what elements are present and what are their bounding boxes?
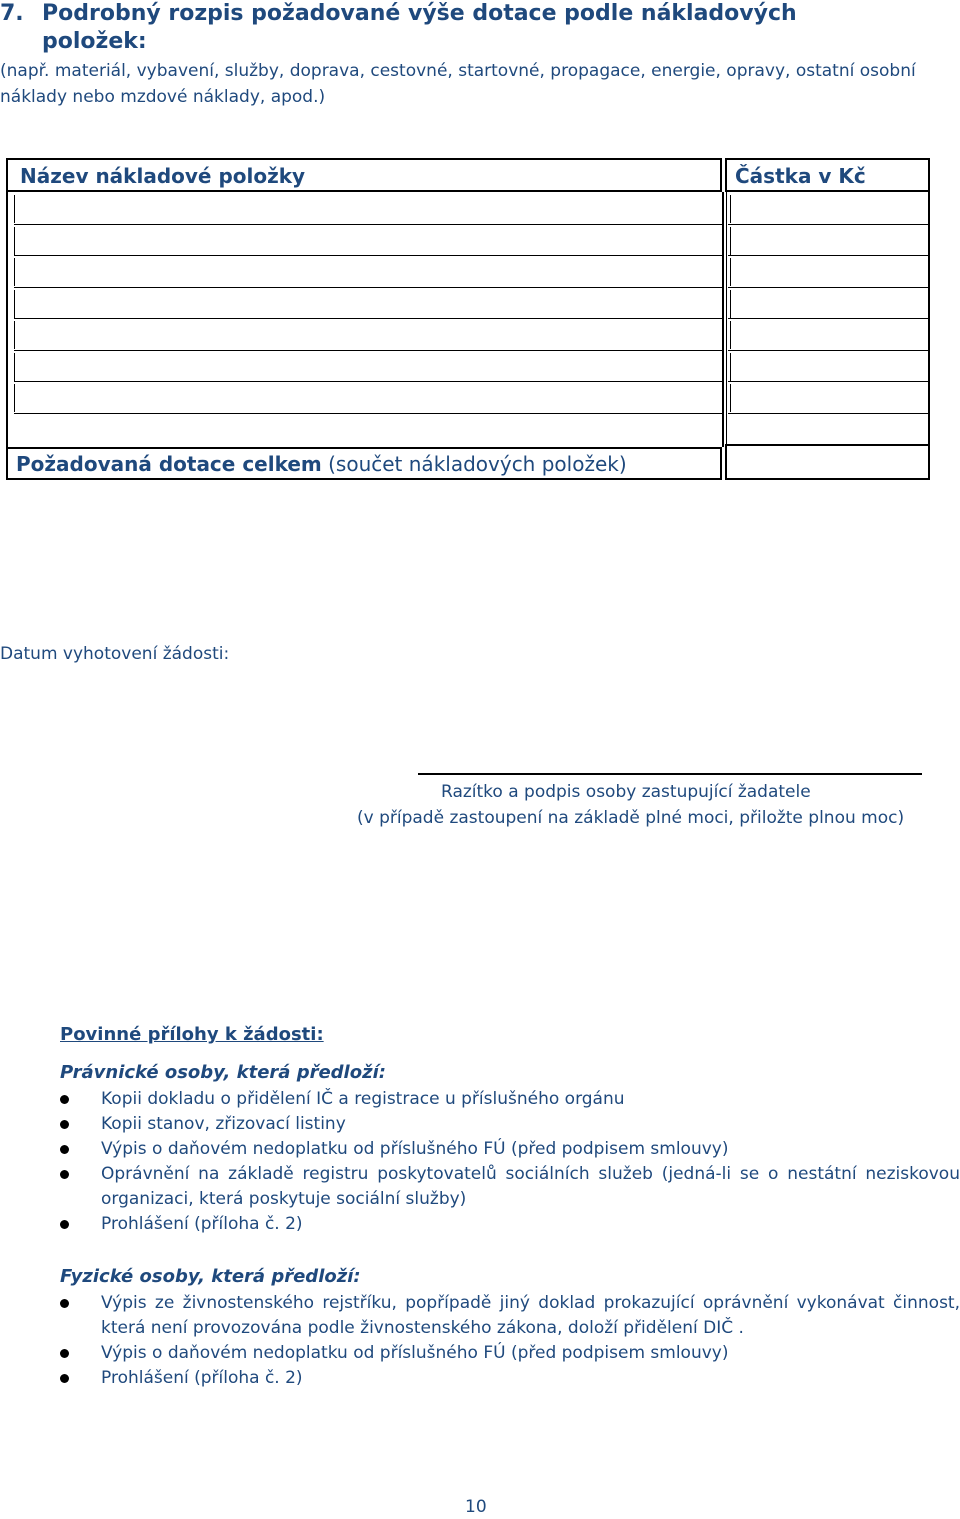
signature-label: Razítko a podpis osoby zastupující žadatele — [441, 782, 811, 802]
table-cell-edge — [730, 384, 731, 412]
page-number: 10 — [465, 1497, 487, 1517]
table-cell-edge — [730, 290, 731, 318]
total-label — [16, 452, 627, 476]
table-cell-edge — [730, 321, 731, 349]
bullet-icon — [60, 1374, 69, 1383]
table-row-line — [728, 381, 928, 382]
list-item-text: Výpis o daňovém nedoplatku od příslušného FÚ (před podpisem smlouvy) — [101, 1343, 729, 1363]
table-row-line — [14, 318, 722, 319]
legal-entities-heading: Právnické osoby, která předloží: — [60, 1062, 386, 1083]
bullet-icon — [60, 1170, 69, 1179]
table-row-line — [728, 318, 928, 319]
table-cell-edge — [14, 290, 15, 318]
total-label-bold: Požadovaná dotace celkem — [16, 452, 322, 476]
section-heading — [0, 0, 900, 54]
table-row-line — [728, 350, 928, 351]
table-cell-edge — [14, 195, 15, 223]
table-row-line — [14, 413, 722, 414]
bullet-icon — [60, 1095, 69, 1104]
bullet-icon — [60, 1299, 69, 1308]
bullet-icon — [60, 1145, 69, 1154]
table-row-line — [728, 287, 928, 288]
list-item-text: Prohlášení (příloha č. 2) — [101, 1214, 303, 1234]
natural-persons-heading: Fyzické osoby, která předloží: — [60, 1266, 361, 1287]
natural-persons-list — [60, 1291, 960, 1391]
list-item — [60, 1162, 960, 1212]
table-col-divider-right — [726, 192, 727, 444]
list-item — [60, 1341, 960, 1366]
list-item-text: Kopii stanov, zřizovací listiny — [101, 1114, 346, 1134]
bullet-icon — [60, 1220, 69, 1229]
table-cell-edge — [14, 321, 15, 349]
list-item-text: Kopii dokladu o přidělení IČ a registrace u příslušného orgánu — [101, 1089, 625, 1109]
list-item-text: Výpis ze živnostenského rejstříku, popřípadě jiný doklad prokazující oprávnění vykonávat činnost, která není provozována podle živnostenského zákona, doloží přidělení DIČ . — [101, 1293, 960, 1338]
table-row-line — [14, 381, 722, 382]
date-label: Datum vyhotovení žádosti: — [0, 644, 230, 664]
header-amount — [725, 158, 930, 192]
list-item — [60, 1291, 960, 1341]
list-item-text: Prohlášení (příloha č. 2) — [101, 1368, 303, 1388]
signature-line — [418, 773, 922, 775]
list-item — [60, 1112, 960, 1137]
table-cell-edge — [730, 353, 731, 381]
total-label-rest: (součet nákladových položek) — [321, 452, 627, 476]
table-row-line — [728, 413, 928, 414]
list-item — [60, 1366, 960, 1391]
section-number: 7. — [0, 1, 24, 26]
list-item — [60, 1212, 960, 1237]
table-row-line — [14, 255, 722, 256]
list-item — [60, 1087, 960, 1112]
list-item — [60, 1137, 960, 1162]
header-item-name-label: Název nákladové položky — [20, 164, 306, 188]
table-cell-edge — [14, 384, 15, 412]
total-label-cell — [6, 447, 722, 480]
table-cell-edge — [730, 227, 731, 255]
table-cell-edge — [730, 195, 731, 223]
signature-note: (v případě zastoupení na základě plné moci, přiložte plnou moc) — [357, 808, 905, 828]
table-left-border — [6, 192, 8, 447]
table-row-line — [728, 224, 928, 225]
table-row-line — [728, 255, 928, 256]
attachments-heading: Povinné přílohy k žádosti: — [60, 1024, 324, 1045]
table-col-divider-left — [722, 192, 724, 447]
table-row-line — [14, 350, 722, 351]
table-cell-edge — [14, 258, 15, 286]
cost-table — [6, 158, 930, 480]
table-row-line — [14, 224, 722, 225]
list-item-text: Výpis o daňovém nedoplatku od příslušného FÚ (před podpisem smlouvy) — [101, 1139, 729, 1159]
list-item-text: Oprávnění na základě registru poskytovatelů sociálních služeb (jedná-li se o nestátní neziskovou organizaci, která poskytuje sociální služby) — [101, 1164, 960, 1209]
section-title-line1: Podrobný rozpis požadované výše dotace podle nákladových — [42, 1, 797, 26]
legal-entities-list — [60, 1087, 960, 1237]
section-title-line2: položek: — [42, 29, 147, 54]
bullet-icon — [60, 1349, 69, 1358]
header-item-name — [6, 158, 722, 192]
header-amount-label: Částka v Kč — [735, 164, 866, 188]
table-cell-edge — [14, 227, 15, 255]
bullet-icon — [60, 1120, 69, 1129]
total-amount-cell[interactable] — [725, 444, 930, 480]
table-cell-edge — [730, 258, 731, 286]
table-row-line — [14, 287, 722, 288]
table-cell-edge — [14, 353, 15, 381]
intro-text: (např. materiál, vybavení, služby, doprava, cestovné, startovné, propagace, energie, opravy, ostatní osobní náklady nebo mzdové náklady, apod.) — [0, 61, 916, 107]
table-right-border — [928, 192, 930, 444]
